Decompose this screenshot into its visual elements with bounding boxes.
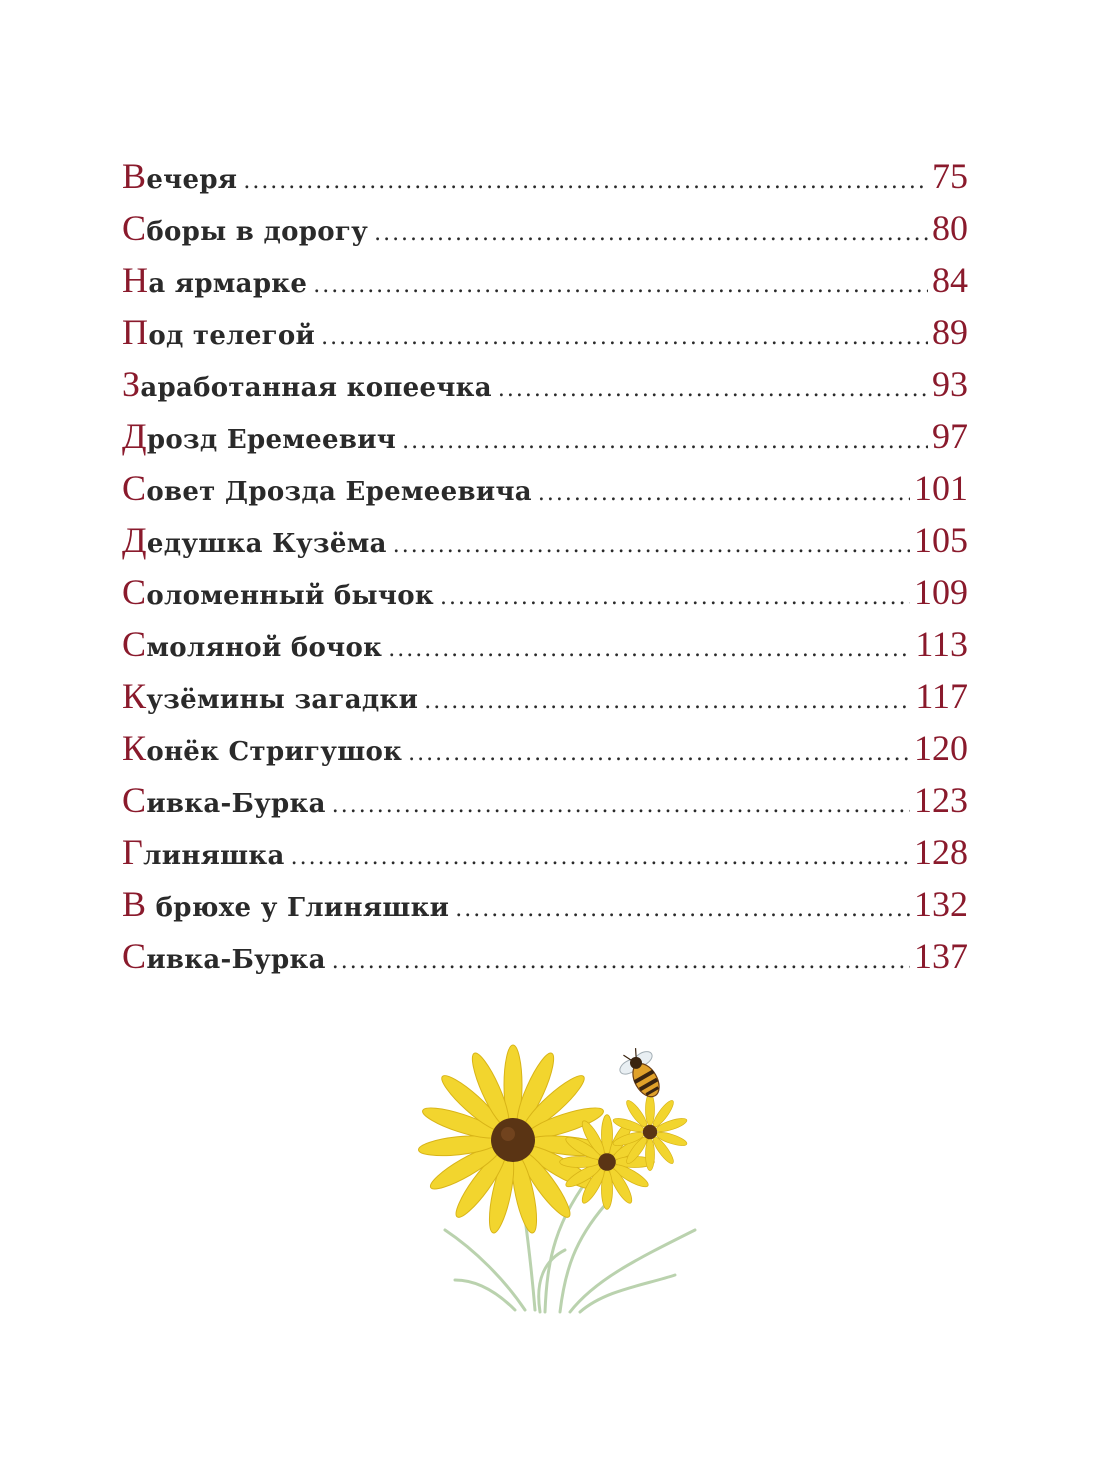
toc-entry-initial: Д: [122, 520, 147, 560]
toc-entry-title-rest: оломенный бычок: [146, 581, 434, 611]
toc-entry-page: 93: [932, 364, 968, 404]
toc-entry-title: [122, 722, 402, 778]
toc-leader-dots: [243, 156, 928, 208]
toc-entry-initial: С: [122, 780, 147, 820]
toc-entry-title-rest: линяшка: [143, 841, 285, 871]
toc-entry-title-rest: овет Дрозда Еремеевича: [146, 477, 532, 507]
toc-leader-dots: [402, 416, 928, 468]
toc-entry-initial: В: [122, 156, 147, 196]
toc-entry-initial: К: [122, 676, 147, 716]
toc-entry-initial: С: [122, 624, 147, 664]
toc-entry-title-rest: ечеря: [146, 165, 238, 195]
toc-entry-title-rest: боры в дорогу: [146, 217, 369, 247]
toc-entry-page: 128: [914, 832, 968, 872]
bee-icon: [614, 1043, 671, 1105]
toc-entry-initial: Н: [122, 260, 149, 300]
toc-entry-title: [122, 202, 368, 258]
table-of-contents: [122, 150, 968, 982]
toc-entry-title-rest: ивка-Бурка: [146, 945, 326, 975]
toc-entry[interactable]: [122, 150, 968, 202]
toc-entry[interactable]: [122, 254, 968, 306]
toc-entry-initial: С: [122, 936, 147, 976]
toc-entry-initial: Д: [122, 416, 147, 456]
toc-leader-dots: [291, 832, 910, 884]
toc-entry-page: 137: [914, 936, 968, 976]
toc-entry-page: 120: [914, 728, 968, 768]
toc-entry-initial: П: [122, 312, 149, 352]
toc-entry-title-rest: розд Еремеевич: [146, 425, 397, 455]
toc-entry-title: [122, 930, 326, 986]
toc-entry[interactable]: [122, 878, 968, 930]
toc-leader-dots: [538, 468, 910, 520]
toc-entry-page: 84: [932, 260, 968, 300]
toc-entry[interactable]: [122, 514, 968, 566]
toc-leader-dots: [393, 520, 910, 572]
toc-entry-title-rest: а ярмарке: [148, 269, 308, 299]
toc-entry[interactable]: [122, 566, 968, 618]
toc-entry-title-rest: од телегой: [148, 321, 316, 351]
toc-entry-initial: С: [122, 208, 147, 248]
toc-entry-title: [122, 878, 449, 934]
toc-entry-title: [122, 774, 326, 830]
toc-entry-page: 105: [914, 520, 968, 560]
toc-entry[interactable]: [122, 670, 968, 722]
toc-entry-page: 132: [914, 884, 968, 924]
toc-entry[interactable]: [122, 618, 968, 670]
toc-entry-title: [122, 150, 237, 206]
toc-entry-title-rest: ивка-Бурка: [146, 789, 326, 819]
toc-entry[interactable]: [122, 722, 968, 774]
toc-leader-dots: [332, 936, 910, 988]
toc-entry-page: 89: [932, 312, 968, 352]
toc-entry-title: [122, 618, 382, 674]
toc-entry-page: 113: [915, 624, 968, 664]
toc-entry-title: [122, 566, 434, 622]
toc-entry-page: 109: [914, 572, 968, 612]
toc-leader-dots: [440, 572, 910, 624]
toc-entry-title-rest: узёмины загадки: [146, 685, 419, 715]
toc-entry[interactable]: [122, 202, 968, 254]
toc-entry-page: 117: [915, 676, 968, 716]
toc-entry-title-rest: онёк Стригушок: [146, 737, 403, 767]
toc-entry-initial: С: [122, 572, 147, 612]
toc-leader-dots: [374, 208, 928, 260]
toc-leader-dots: [424, 676, 911, 728]
toc-leader-dots: [408, 728, 910, 780]
toc-entry[interactable]: [122, 462, 968, 514]
toc-leader-dots: [313, 260, 928, 312]
toc-entry-initial: З: [122, 364, 141, 404]
toc-entry-title: [122, 462, 532, 518]
toc-leader-dots: [498, 364, 928, 416]
toc-entry-title-rest: моляной бочок: [146, 633, 383, 663]
toc-leader-dots: [388, 624, 911, 676]
toc-entry-title: [122, 670, 418, 726]
illustration-svg: [395, 1030, 715, 1320]
toc-entry-initial: В: [122, 884, 147, 924]
toc-entry-title: [122, 306, 315, 362]
toc-leader-dots: [321, 312, 928, 364]
toc-entry-initial: С: [122, 468, 147, 508]
toc-entry-title-rest: едушка Кузёма: [146, 529, 387, 559]
toc-entry[interactable]: [122, 774, 968, 826]
toc-entry[interactable]: [122, 930, 968, 982]
toc-entry-title-rest: аработанная копеечка: [140, 373, 492, 403]
toc-entry[interactable]: [122, 826, 968, 878]
toc-entry-page: 97: [932, 416, 968, 456]
sunflower-bee-illustration: [395, 1030, 715, 1320]
toc-entry-initial: К: [122, 728, 147, 768]
toc-leader-dots: [332, 780, 910, 832]
toc-entry-title: [122, 410, 396, 466]
toc-entry-title: [122, 826, 285, 882]
toc-entry-page: 80: [932, 208, 968, 248]
toc-entry[interactable]: [122, 410, 968, 462]
toc-entry-title-rest: брюхе у Глиняшки: [146, 893, 450, 923]
toc-entry[interactable]: [122, 306, 968, 358]
toc-entry-title: [122, 358, 492, 414]
toc-entry-page: 75: [932, 156, 968, 196]
toc-entry-page: 123: [914, 780, 968, 820]
toc-entry-initial: Г: [122, 832, 144, 872]
toc-entry-page: 101: [914, 468, 968, 508]
toc-leader-dots: [455, 884, 910, 936]
toc-entry-title: [122, 514, 387, 570]
toc-entry-title: [122, 254, 307, 310]
toc-entry[interactable]: [122, 358, 968, 410]
